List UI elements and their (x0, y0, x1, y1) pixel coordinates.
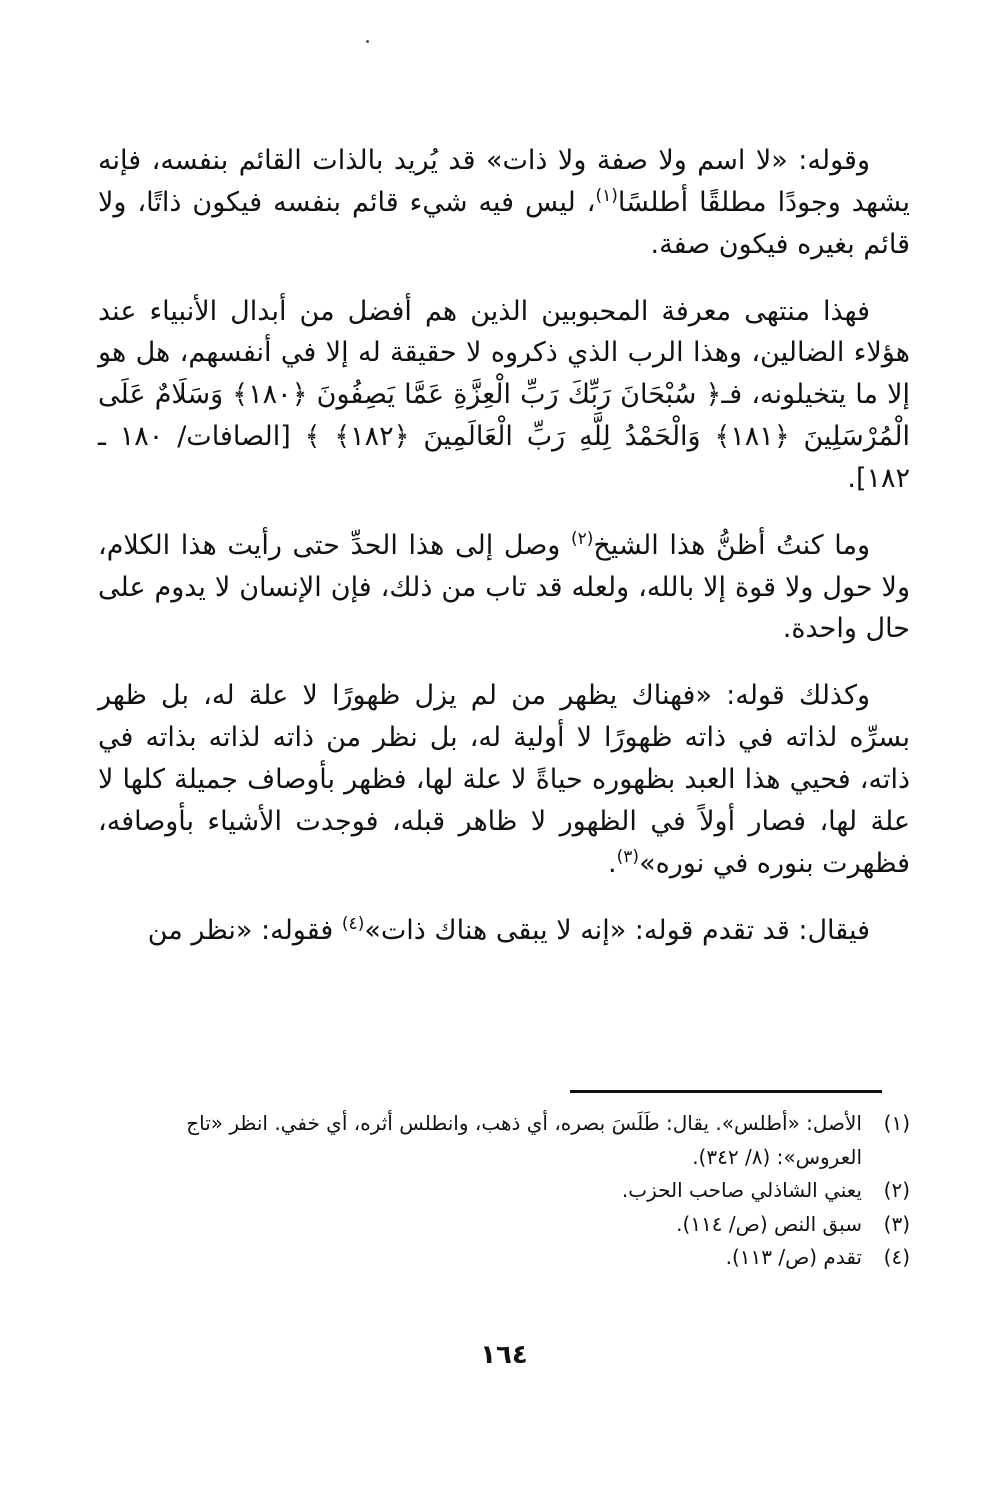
paragraph-2 (98, 291, 910, 500)
footnote-text: سبق النص (ص/ ١١٤). (676, 1211, 862, 1236)
footnote-number: (٢) (883, 1178, 910, 1203)
paragraph-text: ، ليس فيه شيء قائم بنفسه فيكون ذاتًا، ولا قائم بغيره فيكون صفة. (98, 186, 910, 260)
footnote-number: (٤) (883, 1245, 910, 1270)
footnote-number: (١) (883, 1111, 910, 1135)
paragraph-3 (98, 525, 910, 651)
footnote-text: تقدم (ص/ ١١٣). (725, 1245, 862, 1270)
footnote-1 (98, 1107, 910, 1174)
paragraph-5 (98, 910, 910, 952)
paragraph-text: وما كنتُ أظنُّ هذا الشيخ (593, 529, 870, 561)
footnote-reference-1: (١) (595, 185, 618, 206)
paragraph-text: وقوله: «لا اسم ولا صفة ولا ذات» قد يُريد بالذات القائم بنفسه، فإنه يشهد وجودًا مطلقًا أطلسًا (98, 145, 910, 218)
footnotes (98, 1107, 910, 1275)
quran-verse: ﴿ سُبْحَانَ رَبِّكَ رَبِّ الْعِزَّةِ عَمَّا يَصِفُونَ ﴿١٨٠﴾ وَسَلَامٌ عَلَى الْمُرْسَلِينَ ﴿١٨١﴾ وَالْحَمْدُ لِلَّهِ رَبِّ الْعَالَمِينَ ﴿١٨٢﴾ ﴾ (98, 379, 911, 453)
footnote-divider (570, 1090, 882, 1093)
page-speck (366, 40, 369, 43)
paragraph-1 (98, 140, 910, 266)
paragraph-4 (98, 675, 910, 884)
paragraph-text: فهذا منتهى معرفة المحبوبين الذين هم أفضل من أبدال الأنبياء عند هؤلاء الضالين، وهذا الرب الذي ذكروه لا حقيقة له إلا في أنفسهم، هل هو إلا ما يتخيلونه، فـ (98, 295, 911, 411)
footnote-reference-2: (٢) (570, 528, 594, 549)
footnote-reference-4: (٤) (341, 913, 365, 934)
footnote-reference-3: (٣) (616, 846, 640, 867)
main-text (98, 140, 910, 976)
verse-citation: [الصافات/ ١٨٠ ـ ١٨٢]. (98, 421, 910, 494)
page-number: ١٦٤ (480, 1340, 528, 1370)
footnote-text: يعني الشاذلي صاحب الحزب. (621, 1178, 862, 1203)
paragraph-text: فيقال: قد تقدم قوله: «إنه لا يبقى هناك ذات» (364, 914, 870, 946)
footnote-text: الأصل: «أطلس». يقال: طَلَسَ بصره، أي ذهب، وانطلس أثره، أي خفي. انظر «تاج العروس»: (٨/ ٣٤٢). (186, 1111, 862, 1169)
paragraph-text: وصل إلى هذا الحدِّ حتى رأيت هذا الكلام، ولا حول ولا قوة إلا بالله، ولعله قد تاب من ذلك، فإن الإنسان لا يدوم على حال واحدة. (98, 529, 910, 645)
paragraph-text: . (608, 847, 617, 879)
paragraph-text: وكذلك قوله: «فهناك يظهر من لم يزل ظهورًا لا علة له، بل ظهر بسرِّه لذاته في ذاته ظهورًا لا أولية له، بل نظر من ذاته لذاته بذاته في ذاته، فحيي هذا العبد بظهوره حياةً لا علة لها، فظهر بأوصاف جميلة كلها لا علة لها، فصار أولاً في الظهور لا ظاهر قبله، فوجدت الأشياء بأوصافه، فظهرت بنوره في نوره» (98, 680, 910, 879)
footnote-number: (٣) (883, 1211, 910, 1236)
footnote-3 (98, 1208, 910, 1242)
paragraph-text: فقوله: «نظر من (147, 914, 342, 946)
footnote-2 (98, 1174, 910, 1208)
footnote-4 (98, 1241, 910, 1275)
